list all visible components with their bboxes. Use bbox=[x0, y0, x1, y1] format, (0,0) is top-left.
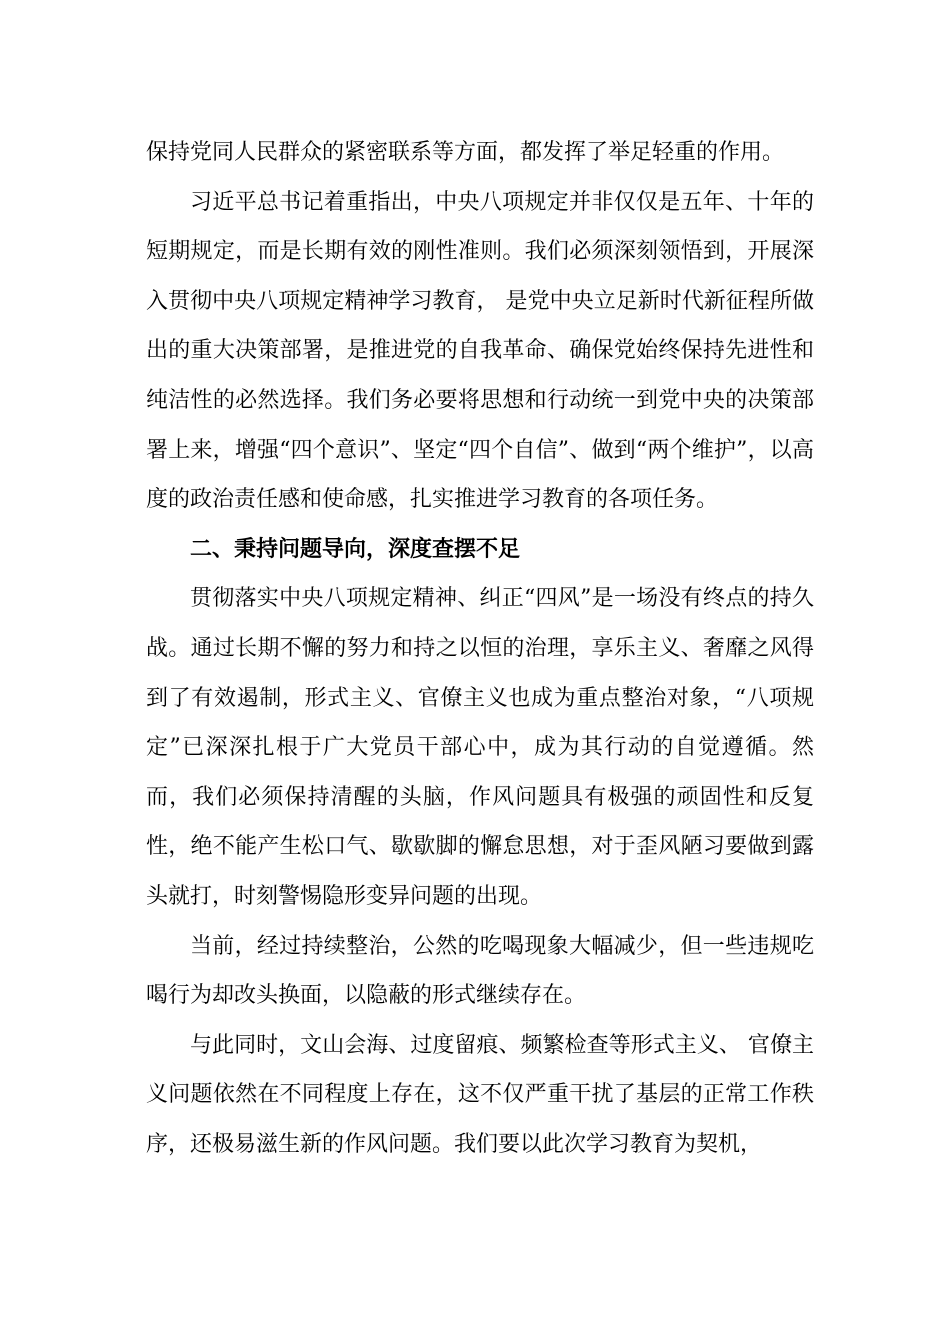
paragraph-four-winds-long-battle: 贯彻落实中央八项规定精神、纠正“四风”是一场没有终点的持久战。通过长期不懈的努力和持之以恒的治理，享乐主义、奢靡之风得到了有效遏制，形式主义、官僚主义也成为重点整治对象，“八项规定”已深深扎根于广大党员干部心中，成为其行动的自觉遵循。然而，我们必须保持清醒的头脑，作风问题具有极强的顽固性和反复性，绝不能产生松口气、歇歇脚的懈怠思想，对于歪风陋习要做到露头就打，时刻警惕隐形变异问题的出现。 bbox=[146, 586, 814, 909]
paragraph-eight-regulations-significance: 习近平总书记着重指出，中央八项规定并非仅仅是五年、十年的短期规定，而是长期有效的刚性准则。我们必须深刻领悟到，开展深入贯彻中央八项规定精神学习教育， 是党中央立足新时代新征程所做出的重大决策部署，是推进党的自我革命、确保党始终保持先进性和纯洁性的必然选择。我们务必要将思想和行动统一到党中央的决策部署上来，增强“四个意识”、坚定“四个自信”、做到“两个维护”，以高度的政治责任感和使命感，扎实推进学习教育的各项任务。 bbox=[146, 189, 814, 513]
paragraph-continuation: 保持党同人民群众的紧密联系等方面，都发挥了举足轻重的作用。 bbox=[146, 140, 785, 165]
paragraph-formalism-bureaucratism: 与此同时，文山会海、过度留痕、频繁检查等形式主义、 官僚主义问题依然在不同程度上存在，这不仅严重干扰了基层的正常工作秩序，还极易滋生新的作风问题。我们要以此次学习教育为契机， bbox=[146, 1032, 814, 1157]
document-body bbox=[146, 128, 814, 1169]
section-heading-problem-orientation: 二、秉持问题导向，深度查摆不足 bbox=[190, 536, 521, 562]
paragraph-hidden-dining-violations: 当前，经过持续整治，公然的吃喝现象大幅减少，但一些违规吃喝行为却改头换面，以隐蔽的形式继续存在。 bbox=[146, 933, 814, 1009]
